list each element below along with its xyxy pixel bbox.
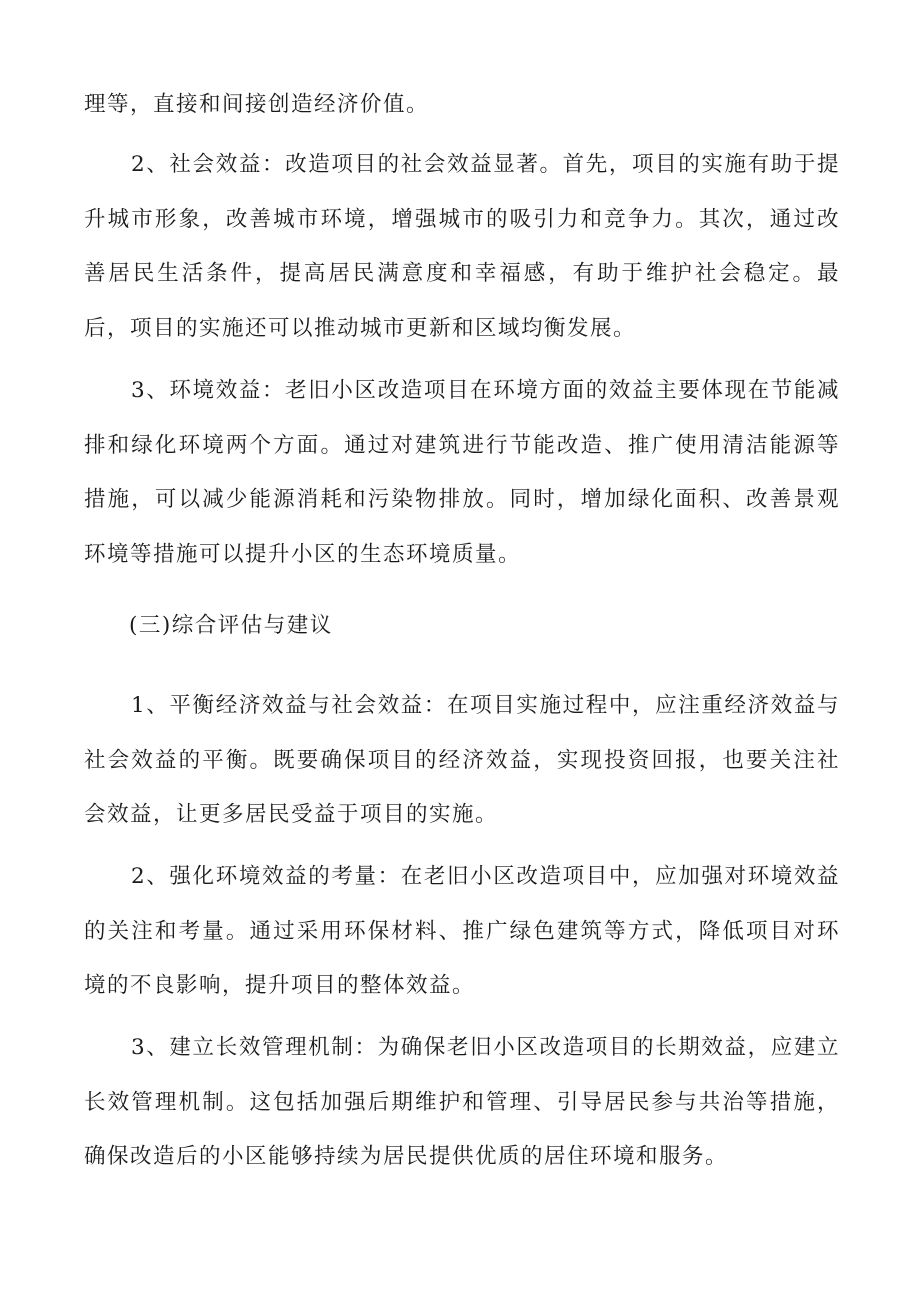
paragraph-balance-benefits: 1、平衡经济效益与社会效益：在项目实施过程中，应注重经济效益与社会效益的平衡。既要确保项目的经济效益，实现投资回报，也要关注社会效益，让更多居民受益于项目的实施。 [84,693,840,827]
paragraph-continued: 理等，直接和间接创造经济价值。 [84,92,430,117]
paragraph-strengthen-environment: 2、强化环境效益的考量：在老旧小区改造项目中，应加强对环境效益的关注和考量。通过采用环保材料、推广绿色建筑等方式，降低项目对环境的不良影响，提升项目的整体效益。 [84,864,840,998]
paragraph-environmental-benefit: 3、环境效益：老旧小区改造项目在环境方面的效益主要体现在节能减排和绿化环境两个方面。通过对建筑进行节能改造、推广使用清洁能源等措施，可以减少能源消耗和污染物排放。同时，增加绿化面积、改善景观环境等措施可以提升小区的生态环境质量。 [84,378,840,567]
section-heading: (三)综合评估与建议 [129,613,333,638]
paragraph-social-benefit: 2、社会效益：改造项目的社会效益显著。首先，项目的实施有助于提升城市形象，改善城市环境，增强城市的吸引力和竞争力。其次，通过改善居民生活条件，提高居民满意度和幸福感，有助于维护社会稳定。最后，项目的实施还可以推动城市更新和区域均衡发展。 [84,152,840,341]
paragraph-long-term-mechanism: 3、建立长效管理机制：为确保老旧小区改造项目的长期效益，应建立长效管理机制。这包括加强后期维护和管理、引导居民参与共治等措施，确保改造后的小区能够持续为居民提供优质的居住环境和服务。 [84,1035,840,1169]
